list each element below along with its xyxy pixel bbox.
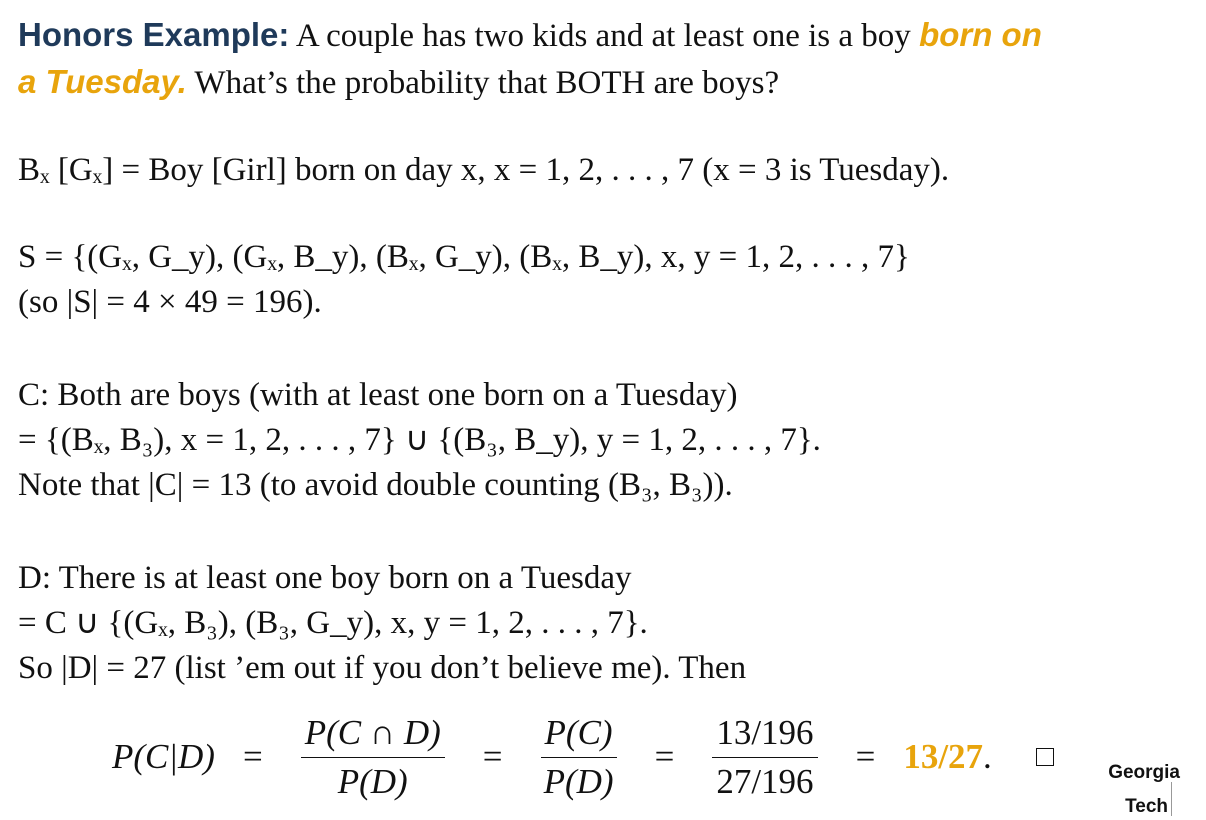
spacer [18,106,1198,148]
title-label: Honors Example: [18,16,290,53]
probability-equation [112,712,1054,802]
title-line-1 [18,12,1198,59]
fraction-1-denominator: P(D) [337,761,408,801]
slide-content [18,12,1198,691]
definition-line: Bₓ [Gₓ] = Boy [Girl] born on day x, x = 1, 2, . . . , 7 (x = 3 is Tuesday). [18,152,950,188]
spacer [18,508,1198,556]
title-line-2 [18,59,1198,106]
fraction-2 [541,713,617,802]
title-highlight-2: a Tuesday. [18,63,187,100]
fraction-2-denominator: P(D) [543,761,614,801]
equation-lhs: P(C|D) [112,737,215,776]
fraction-1-numerator: P(C ∩ D) [301,713,445,758]
event-d-definition: D: There is at least one boy born on a Tuesday [18,560,632,596]
fraction-3-numerator: 13/196 [712,713,817,758]
georgia-tech-logo [1108,764,1180,816]
title-question: What’s the probability that BOTH are boys? [186,65,780,101]
equals-sign: = [482,737,503,776]
logo-line-2-text: Tech [1125,796,1168,817]
logo-line-2 [1108,782,1180,816]
event-d-size: So |D| = 27 (list ’em out if you don’t believe me). Then [18,650,747,686]
title-text: A couple has two kids and at least one is a boy [289,18,920,54]
spacer [18,193,1198,235]
title-highlight-1: born on [919,16,1042,53]
event-d-set: = C ∪ {(Gₓ, B₃), (B₃, G_y), x, y = 1, 2, . . . , 7}. [18,605,648,641]
qed-square-icon [1036,748,1054,766]
logo-mark-icon [1171,782,1180,816]
event-c-note: Note that |C| = 13 (to avoid double counting (B₃, B₃)). [18,467,733,503]
equals-sign: = [654,737,675,776]
fraction-3-denominator: 27/196 [716,761,814,801]
sample-space-size: (so |S| = 4 × 49 = 196). [18,284,322,320]
fraction-2-numerator: P(C) [541,713,617,758]
answer-period: . [983,737,992,776]
spacer [18,325,1198,373]
event-c-set: = {(Bₓ, B₃), x = 1, 2, . . . , 7} ∪ {(B₃, B_y), y = 1, 2, . . . , 7}. [18,422,821,458]
fraction-3 [712,713,817,802]
equals-sign: = [855,737,876,776]
final-answer: 13/27 [903,737,984,776]
sample-space-line: S = {(Gₓ, G_y), (Gₓ, B_y), (Bₓ, G_y), (Bₓ, B_y), x, y = 1, 2, . . . , 7} [18,239,910,275]
logo-line-1: Georgia [1108,762,1180,783]
event-c-definition: C: Both are boys (with at least one born on a Tuesday) [18,377,738,413]
equals-sign: = [242,737,263,776]
fraction-1 [301,713,445,802]
